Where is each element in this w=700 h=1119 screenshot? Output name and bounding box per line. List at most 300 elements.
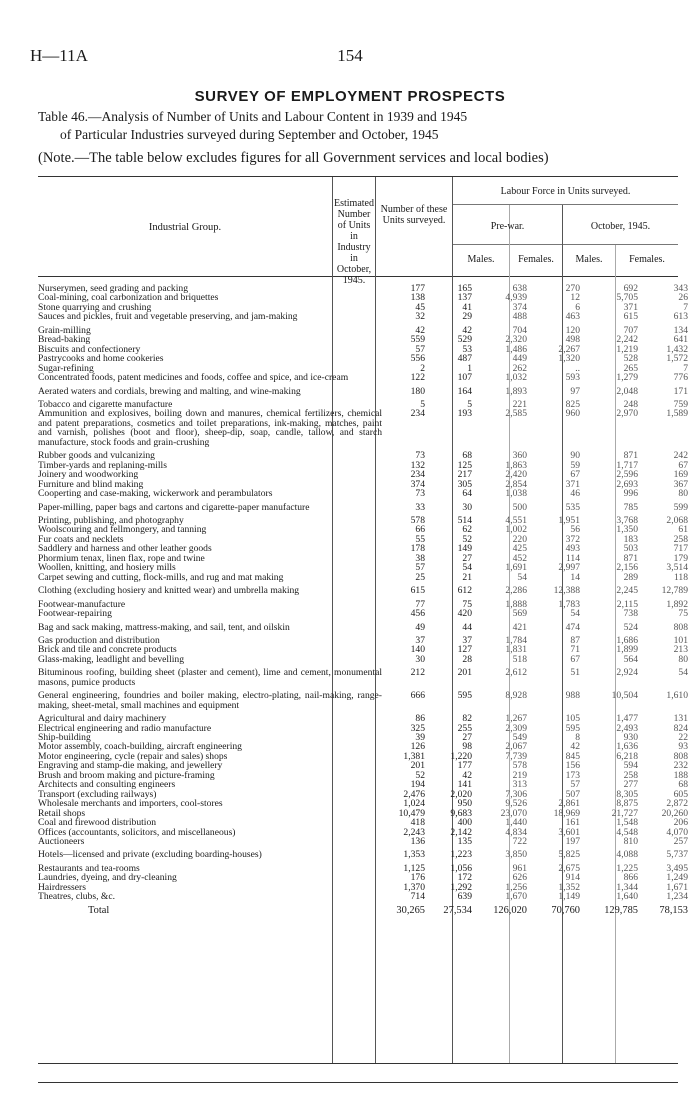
cell-pm: 421 <box>512 621 527 633</box>
industry-name: Furniture and blind making <box>38 478 144 490</box>
cell-surv: 125 <box>457 459 472 471</box>
cell-of: 54 <box>678 667 688 679</box>
cell-om: 692 <box>623 283 638 294</box>
cell-pf: 2,267 <box>558 343 580 355</box>
total-of: 78,153 <box>659 904 688 916</box>
total-surv: 27,534 <box>443 904 472 916</box>
cell-pm: 4,834 <box>505 826 527 838</box>
cell-om: 871 <box>623 450 638 462</box>
cell-pf: 105 <box>565 713 580 725</box>
table-row <box>38 326 693 335</box>
cell-surv: 68 <box>462 450 472 462</box>
cell-pm: 961 <box>512 862 527 874</box>
cell-of: 1,892 <box>666 598 688 610</box>
cell-of: 131 <box>673 713 688 725</box>
industry-name: Offices (accountants, solicitors, and miscellaneous) <box>38 826 236 838</box>
industry-name: Brick and tile and concrete products <box>38 644 177 656</box>
cell-of: 613 <box>673 311 688 323</box>
col-prewar-males: Males. <box>467 254 495 265</box>
cell-surv: 1,292 <box>450 881 472 893</box>
industry-name: Biscuits and confectionery <box>38 343 141 355</box>
cell-surv: 529 <box>457 334 472 346</box>
cell-surv: 595 <box>457 690 472 702</box>
cell-of: 717 <box>673 543 688 555</box>
cell-om: 10,504 <box>611 690 638 702</box>
table-bottom-rule <box>38 1063 678 1064</box>
table-row <box>38 828 693 837</box>
cell-est: 615 <box>410 585 425 597</box>
table-row <box>38 892 693 901</box>
industry-name: Gas production and distribution <box>38 634 160 646</box>
cell-om: 2,693 <box>616 478 638 490</box>
cell-pm: 4,939 <box>505 292 527 304</box>
cell-pf: 12,388 <box>553 585 580 597</box>
document-reference: H—11A <box>30 46 88 65</box>
industry-name: Motor assembly, coach-building, aircraft engineering <box>38 741 242 753</box>
col-october-1945: October, 1945. <box>590 221 651 232</box>
cell-est: 122 <box>410 372 425 384</box>
cell-pf: 8 <box>575 732 580 744</box>
cell-est: 73 <box>415 488 425 500</box>
cell-est: 32 <box>415 311 425 323</box>
cell-pf: 493 <box>565 543 580 555</box>
industry-name: Pastrycooks and home cookeries <box>38 353 164 365</box>
cell-est: 138 <box>410 292 425 304</box>
cell-pm: 2,320 <box>505 334 527 346</box>
industry-name: Footwear-manufacture <box>38 598 126 610</box>
cell-om: 183 <box>623 533 638 545</box>
industry-name: Architects and consulting engineers <box>38 779 176 791</box>
cell-pm: 549 <box>512 732 527 744</box>
cell-om: 707 <box>623 324 638 336</box>
cell-pm: 1,440 <box>505 817 527 829</box>
total-est: 30,265 <box>396 904 425 916</box>
cell-surv: 1,220 <box>450 750 472 762</box>
cell-pm: 1,032 <box>505 372 527 384</box>
cell-est: 176 <box>410 872 425 884</box>
cell-om: 528 <box>623 353 638 365</box>
cell-est: 180 <box>410 385 425 397</box>
cell-of: 80 <box>678 488 688 500</box>
cell-of: 169 <box>673 469 688 481</box>
cell-pm: 2,854 <box>505 478 527 490</box>
cell-pm: 449 <box>512 353 527 365</box>
cell-est: 126 <box>410 741 425 753</box>
cell-est: 666 <box>410 690 425 702</box>
cell-pf: 42 <box>570 741 580 753</box>
total-pm: 126,020 <box>493 904 527 916</box>
cell-pm: 2,420 <box>505 469 527 481</box>
industry-name: Phormium tenax, linen flax, rope and twine <box>38 552 205 564</box>
cell-om: 265 <box>623 362 638 374</box>
cell-pf: 59 <box>570 459 580 471</box>
cell-of: 258 <box>673 533 688 545</box>
cell-surv: 53 <box>462 343 472 355</box>
table-row <box>38 724 693 733</box>
cell-pm: 452 <box>512 552 527 564</box>
cell-pf: 114 <box>565 552 580 564</box>
cell-surv: 42 <box>462 769 472 781</box>
cell-pf: 6 <box>575 301 580 313</box>
industry-name: Hotels—licensed and private (excluding boarding-houses) <box>38 849 262 861</box>
cell-surv: 54 <box>462 562 472 574</box>
cell-pf: 90 <box>570 450 580 462</box>
table-row <box>38 799 693 808</box>
table-row <box>38 623 693 632</box>
table-row <box>38 387 693 396</box>
cell-of: 257 <box>673 836 688 848</box>
total-om: 129,785 <box>604 904 638 916</box>
cell-of: 242 <box>673 450 688 462</box>
table-row <box>38 668 693 687</box>
cell-of: 1,572 <box>666 353 688 365</box>
cell-om: 1,350 <box>616 524 638 536</box>
industry-name: Ship-building <box>38 732 91 744</box>
cell-of: 179 <box>673 552 688 564</box>
cell-of: 1,432 <box>666 343 688 355</box>
industry-name: Printing, publishing, and photography <box>38 514 184 526</box>
cell-of: 759 <box>673 398 688 410</box>
cell-om: 866 <box>623 872 638 884</box>
cell-pm: 425 <box>512 543 527 555</box>
cell-surv: 27 <box>462 552 472 564</box>
table-row <box>38 883 693 892</box>
cell-est: 33 <box>415 501 425 513</box>
cell-of: 1,234 <box>666 891 688 903</box>
cell-surv: 98 <box>462 741 472 753</box>
cell-om: 1,344 <box>616 881 638 893</box>
cell-pf: 960 <box>565 408 580 420</box>
cell-est: 10,479 <box>398 807 425 819</box>
cell-est: 714 <box>410 891 425 903</box>
cell-pf: 535 <box>565 501 580 513</box>
cell-om: 2,242 <box>616 334 638 346</box>
cell-pm: 518 <box>512 653 527 665</box>
cell-pm: 2,585 <box>505 408 527 420</box>
industry-name: Agricultural and dairy machinery <box>38 713 167 725</box>
cell-pf: 67 <box>570 469 580 481</box>
cell-surv: 149 <box>457 543 472 555</box>
cell-surv: 201 <box>457 667 472 679</box>
col-units-surveyed: Number of these Units surveyed. <box>380 204 448 226</box>
cell-of: 68 <box>678 779 688 791</box>
cell-of: 12,789 <box>661 585 688 597</box>
cell-surv: 64 <box>462 488 472 500</box>
cell-of: 1,249 <box>666 872 688 884</box>
cell-of: 134 <box>673 324 688 336</box>
cell-surv: 164 <box>457 385 472 397</box>
cell-pf: 595 <box>565 722 580 734</box>
cell-surv: 107 <box>457 372 472 384</box>
cell-om: 371 <box>623 301 638 313</box>
industry-name: Bag and sack making, mattress-making, and sail, tent, and oilskin <box>38 621 290 633</box>
cell-pf: 498 <box>565 334 580 346</box>
cell-of: 776 <box>673 372 688 384</box>
cell-pm: 3,850 <box>505 849 527 861</box>
total-pf: 70,760 <box>551 904 580 916</box>
cell-om: 5,705 <box>616 292 638 304</box>
cell-of: 67 <box>678 459 688 471</box>
caption-line-2: of Particular Industries surveyed during September and October, 1945 <box>60 127 439 142</box>
cell-surv: 9,683 <box>450 807 472 819</box>
table-row <box>38 503 693 512</box>
cell-om: 2,493 <box>616 722 638 734</box>
cell-pf: 57 <box>570 779 580 791</box>
cell-est: 1,370 <box>403 881 425 893</box>
cell-pm: 1,863 <box>505 459 527 471</box>
industry-name: Brush and broom making and picture-framing <box>38 769 215 781</box>
cell-pm: 221 <box>512 398 527 410</box>
cell-om: 3,768 <box>616 514 638 526</box>
cell-om: 503 <box>623 543 638 555</box>
cell-pf: 372 <box>565 533 580 545</box>
table-row <box>38 655 693 664</box>
cell-of: 5,737 <box>666 849 688 861</box>
cell-om: 1,279 <box>616 372 638 384</box>
cell-om: 6,218 <box>616 750 638 762</box>
cell-pf: 988 <box>565 690 580 702</box>
industry-name: Theatres, clubs, &c. <box>38 891 115 903</box>
page-number: 154 <box>337 46 363 65</box>
cell-est: 1,353 <box>403 849 425 861</box>
cell-om: 1,477 <box>616 713 638 725</box>
cell-surv: 21 <box>462 571 472 583</box>
cell-surv: 30 <box>462 501 472 513</box>
cell-surv: 44 <box>462 621 472 633</box>
cell-pf: 474 <box>565 621 580 633</box>
industry-name: Concentrated foods, patent medicines and foods, coffee and spice, and ice-cream <box>38 372 349 384</box>
cell-pf: 270 <box>565 283 580 294</box>
cell-pf: 71 <box>570 644 580 656</box>
cell-pm: 8,928 <box>505 690 527 702</box>
cell-of: 171 <box>673 385 688 397</box>
cell-surv: 487 <box>457 353 472 365</box>
cell-of: 61 <box>678 524 688 536</box>
table-row <box>38 525 693 534</box>
cell-pf: 1,783 <box>558 598 580 610</box>
cell-est: 1,381 <box>403 750 425 762</box>
cell-est: 418 <box>410 817 425 829</box>
col-oct-males: Males. <box>575 254 603 265</box>
table-row <box>38 837 693 846</box>
cell-pm: 23,070 <box>500 807 527 819</box>
cell-surv: 29 <box>462 311 472 323</box>
cell-pf: 161 <box>565 817 580 829</box>
cell-pm: 2,286 <box>505 585 527 597</box>
cell-pm: 569 <box>512 608 527 620</box>
industry-name: Tobacco and cigarette manufacture <box>38 398 173 410</box>
period-rule <box>452 244 678 245</box>
industry-name: Timber-yards and replaning-mills <box>38 459 167 471</box>
cell-pm: 1,002 <box>505 524 527 536</box>
cell-of: 118 <box>673 571 688 583</box>
cell-of: 343 <box>673 283 688 294</box>
cell-om: 8,875 <box>616 798 638 810</box>
cell-est: 325 <box>410 722 425 734</box>
cell-of: 641 <box>673 334 688 346</box>
cell-pf: 593 <box>565 372 580 384</box>
table-row <box>38 609 693 618</box>
table-row <box>38 600 693 609</box>
cell-om: 2,156 <box>616 562 638 574</box>
cell-pf: 197 <box>565 836 580 848</box>
cell-pm: 2,309 <box>505 722 527 734</box>
cell-om: 2,596 <box>616 469 638 481</box>
cell-pf: 2,675 <box>558 862 580 874</box>
cell-est: 49 <box>415 621 425 633</box>
table-body <box>38 284 693 915</box>
cell-est: 234 <box>410 408 425 420</box>
cell-surv: 141 <box>457 779 472 791</box>
cell-om: 1,548 <box>616 817 638 829</box>
cell-est: 45 <box>415 301 425 313</box>
cell-surv: 165 <box>457 283 472 294</box>
cell-surv: 2,142 <box>450 826 472 838</box>
industry-name: Joinery and woodworking <box>38 469 139 481</box>
cell-of: 22 <box>678 732 688 744</box>
cell-est: 212 <box>410 667 425 679</box>
cell-om: 871 <box>623 552 638 564</box>
cell-est: 39 <box>415 732 425 744</box>
cell-surv: 420 <box>457 608 472 620</box>
industry-name: Coal and firewood distribution <box>38 817 157 829</box>
col-pre-war: Pre-war. <box>490 221 525 232</box>
employment-table <box>38 284 693 915</box>
cell-pm: 1,267 <box>505 713 527 725</box>
cell-of: 206 <box>673 817 688 829</box>
industry-name: Carpet sewing and cutting, flock-mills, and rug and mat making <box>38 571 284 583</box>
cell-om: 810 <box>623 836 638 848</box>
industry-name: Bituminous roofing, building sheet (plaster and cement), lime and cement, monumental masons, pumice products <box>38 667 382 688</box>
cell-om: 277 <box>623 779 638 791</box>
cell-pm: 1,893 <box>505 385 527 397</box>
cell-pf: 1,352 <box>558 881 580 893</box>
industry-name: Transport (excluding railways) <box>38 788 157 800</box>
industry-name: Saddlery and harness and other leather goods <box>38 543 212 555</box>
cell-pm: 262 <box>512 362 527 374</box>
cell-om: 594 <box>623 760 638 772</box>
cell-pf: 1,951 <box>558 514 580 526</box>
cell-surv: 172 <box>457 872 472 884</box>
cell-est: 178 <box>410 543 425 555</box>
table-row <box>38 573 693 582</box>
cell-surv: 62 <box>462 524 472 536</box>
industry-name: Woollen, knitting, and hosiery mills <box>38 562 176 574</box>
industry-name: Woolscouring and fellmongery, and tanning <box>38 524 207 536</box>
cell-pm: 488 <box>512 311 527 323</box>
cell-of: 20,260 <box>661 807 688 819</box>
cell-om: 4,548 <box>616 826 638 838</box>
cell-pf: 1,149 <box>558 891 580 903</box>
cell-surv: 639 <box>457 891 472 903</box>
total-row <box>38 902 693 915</box>
cell-surv: 193 <box>457 408 472 420</box>
cell-pf: 507 <box>565 788 580 800</box>
cell-om: 258 <box>623 769 638 781</box>
cell-pm: 704 <box>512 324 527 336</box>
industry-name: Restaurants and tea-rooms <box>38 862 140 874</box>
col-labour-force: Labour Force in Units surveyed. <box>500 186 631 197</box>
cell-pm: 1,670 <box>505 891 527 903</box>
cell-pm: 1,256 <box>505 881 527 893</box>
table-row <box>38 409 693 447</box>
industry-name: Coal-mining, coal carbonization and briquettes <box>38 292 219 304</box>
cell-om: 1,219 <box>616 343 638 355</box>
cell-est: 37 <box>415 634 425 646</box>
cell-pm: 4,551 <box>505 514 527 526</box>
cell-om: 1,717 <box>616 459 638 471</box>
cell-surv: 1 <box>467 362 472 374</box>
cell-est: 559 <box>410 334 425 346</box>
cell-of: 605 <box>673 788 688 800</box>
industry-name: Clothing (excluding hosiery and knitted wear) and umbrella making <box>38 585 300 597</box>
cell-est: 456 <box>410 608 425 620</box>
cell-of: 7 <box>683 362 688 374</box>
cell-pm: 1,486 <box>505 343 527 355</box>
cell-pm: 313 <box>512 779 527 791</box>
cell-om: 615 <box>623 311 638 323</box>
cell-est: 38 <box>415 552 425 564</box>
table-row <box>38 373 693 382</box>
cell-of: 26 <box>678 292 688 304</box>
col-estimated-units: Estimated Number of Units in Industry in October, 1945. <box>334 198 374 286</box>
cell-est: 25 <box>415 571 425 583</box>
cell-est: 2,243 <box>403 826 425 838</box>
cell-om: 2,048 <box>616 385 638 397</box>
cell-pm: 638 <box>512 283 527 294</box>
industry-name: Stone quarrying and crushing <box>38 301 152 313</box>
cell-of: 1,671 <box>666 881 688 893</box>
cell-pf: 3,601 <box>558 826 580 838</box>
table-row <box>38 354 693 363</box>
industry-name: Paper-milling, paper bags and cartons and cigarette-paper manufacture <box>38 501 310 513</box>
cell-om: 738 <box>623 608 638 620</box>
cell-pm: 500 <box>512 501 527 513</box>
cell-pf: 825 <box>565 398 580 410</box>
header-top-rule <box>38 176 678 177</box>
cell-om: 2,115 <box>616 598 638 610</box>
industry-name: Motor engineering, cycle (repair and sales) shops <box>38 750 228 762</box>
col-oct-females: Females. <box>629 254 665 265</box>
cell-of: 232 <box>673 760 688 772</box>
cell-surv: 75 <box>462 598 472 610</box>
cell-pm: 578 <box>512 760 527 772</box>
cell-of: 1,610 <box>666 690 688 702</box>
cell-of: 3,495 <box>666 862 688 874</box>
cell-est: 201 <box>410 760 425 772</box>
table-row <box>38 586 693 595</box>
table-note: (Note.—The table below excludes figures for all Government services and local bodies) <box>38 150 549 166</box>
cell-pm: 1,691 <box>505 562 527 574</box>
cell-pf: 97 <box>570 385 580 397</box>
cell-est: 52 <box>415 769 425 781</box>
cell-om: 248 <box>623 398 638 410</box>
cell-surv: 135 <box>457 836 472 848</box>
cell-surv: 127 <box>457 644 472 656</box>
cell-pf: 173 <box>565 769 580 781</box>
cell-surv: 177 <box>457 760 472 772</box>
cell-surv: 950 <box>457 798 472 810</box>
cell-est: 578 <box>410 514 425 526</box>
cell-surv: 400 <box>457 817 472 829</box>
cell-pf: 2,861 <box>558 798 580 810</box>
cell-surv: 42 <box>462 324 472 336</box>
cell-pm: 2,612 <box>505 667 527 679</box>
cell-pf: 1,320 <box>558 353 580 365</box>
industry-name: Auctioneers <box>38 836 85 848</box>
industry-name: Footwear-repairing <box>38 608 112 620</box>
cell-est: 136 <box>410 836 425 848</box>
